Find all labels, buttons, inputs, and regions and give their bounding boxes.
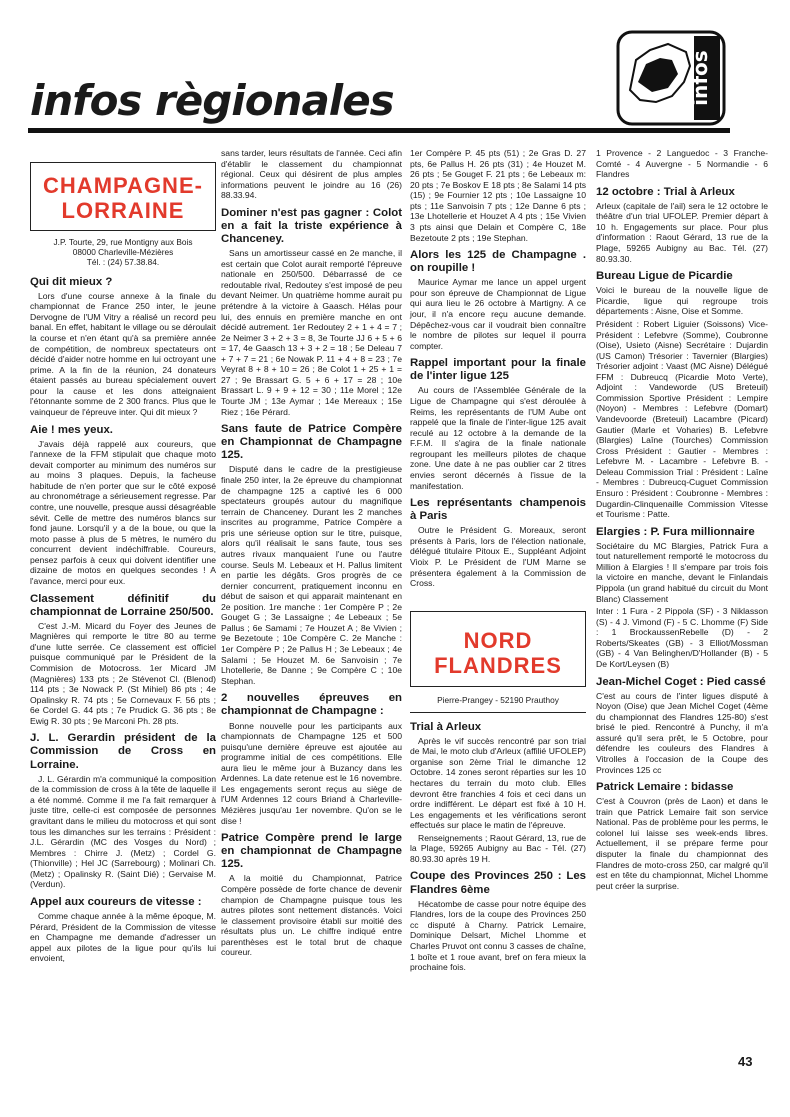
article-heading: Elargies : P. Fura millionnaire [596, 525, 755, 538]
article-paragraph: Outre le Président G. Moreaux, seront présents à Paris, lors de l'élection nationale, délégué titulaire Pitoux E., Suppléant Adjoint Vioix P. Le Président de l'UM Marne se présentera également à la Commission de Cross. [410, 525, 586, 589]
page-number: 43 [738, 1054, 753, 1069]
article-paragraph: Sans un amortisseur cassé en 2e manche, il est certain que Colot aurait remporté l'épreuve nationale en 250/500. Débarrassé de ce redoutable rival, Redoutey s'est imposé de peu devant Neimer. Un quatrième homme aurait pu prétendre à la victoire à Gaasch. Hélas pour lui, des ennuis en première manche en ont décidé autrement. 1er Redoutey 2 + 1 + 4 = 7 ; 2e Neimer 3 + 2 + 3 = 8, 3e Tourte JJ 6 + 5 + 6 = 17, 4e Gaasch 13 + 3 + 2 = 18 ; 5e Deleau 7 + 7 + 7 = 21 ; 6e Nowak P. 11 + 4 + 8 = 23 ; 7e Veyrat 8 + 8 + 10 = 26 ; 8e Colot 1 + 25 + 1 = 27 ; 9e Brassart G. 5 + 6 + 17 = 28 ; 10e Brassart L. 9 + 9 + 12 = 30 ; 11e Morel ; 12e Tourte JM ; 13e Aymar ; 14e Mereaux ; 15e Riez ; 16e Pérard. [221, 248, 402, 417]
region-box-champagne [30, 162, 216, 231]
article-paragraph: C'est au cours de l'inter ligues disputé à Noyon (Oise) que Jean Michel Coget (4ème du championnat des Flandres 125-80) s'est brisé le pied. Rencontré à Punchy, il m'a assuré qu'il sera prêt, le 5 Octobre, pour défendre les couleurs des Flandres à Vitrolles à l'occasion de la Coupe des Provinces 125 cc [596, 690, 768, 775]
article-paragraph: Au cours de l'Assemblée Générale de la Ligue de Champagne qui s'est déroulée à Reims, les représentants de l'UM Aube ont rappelé que la finale de l'inter-ligue 125 avait reculé au 12 octobre à la demande de la F.F.M. Il s'agira de la finale nationale regroupant les meilleurs pilotes de chaque zone. Une date à ne pas oublier car 2 titres envies seront décernés à l'issue de la manifestation. [410, 385, 586, 491]
article-heading: Coupe des Provinces 250 : Les Flandres 6ème [410, 870, 586, 896]
article-paragraph: 1er Compère P. 45 pts (51) ; 2e Gras D. 27 pts, 6e Pallus H. 26 pts (31) ; 4e Houzet M. 26 pts ; 5e Gouget F. 21 pts ; 6e Lebeaux m: 20 pts ; 7e Boskov E 18 pts ; 8e Salami 14 pts (15) ; 9e Fournier 12 pts ; 10e Lassaigne 10 pts ; 11e Sanvoisin 7 pts ; 12e Danne 6 pts ; 13e Lhotellerie et Houzet A 4 pts ; 15e Vivien 3 pts ainsi que Delain et Compère C, 18e Bezetoute 2 pts ; 19e Stephan. [410, 148, 586, 243]
page-title: infos règionales [30, 76, 394, 125]
column-1 [30, 148, 216, 966]
region-name-line1: NORD [463, 627, 533, 653]
article-heading: Alors les 125 de Champagne . on roupille ! [410, 249, 586, 275]
article-heading: Rappel important pour la finale de l'inter ligue 125 [410, 357, 586, 383]
article-heading: Classement définitif du championnat de Lorraine 250/500. [30, 592, 216, 618]
article-heading: Les représentants champenois à Paris [410, 497, 586, 523]
article-paragraph: Renseignements ; Raout Gérard, 13, rue de la Plage, 59265 Aubigny au Bac - Tél. (27) 80.93.30 après 19 H. [410, 832, 586, 864]
article-heading: 2 nouvelles épreuves en championnat de Champagne : [221, 692, 402, 718]
article-paragraph: J. L. Gérardin m'a communiqué la composition de la commission de cross à la tête de laquelle il a été nommé. Comme il me l'a fait remarquer à juste titre, celle-ci est composée de personnes gravitant dans le milieu du motocross et qui sont tous les dimanches sur les terrains : Président : J.L. Gérardin (MC des Vosges du Nord) ; Membres : Chirre J. (Metz) ; Cordel G. (Thionville) ; Hel JC (Sarrebourg) ; Molinari Ch. (Metz) ; Opalinsky R. (Saint Dié) ; Gervaise M. (Verdun). [30, 773, 216, 890]
article-heading: Dominer n'est pas gagner : Colot en a fait la triste expérience à Chanceney. [221, 206, 402, 246]
column-1-articles [30, 276, 216, 964]
article-paragraph: Président : Robert Liguier (Soissons) Vice-Président : Lefebvre (Somme), Coubronne (Oise), Usieto (Aisne) Secrétaire : Dujardin (US Camon) Trésorier : Tavernier (Blargies) Trésorier adjoint : Vaast (MC Aisne) Délégué FFM : Dubreucq (Picardie Moto Verte), Adjoint : Vandeworde (US Breteuil) Commission Sportive Président : Lempire (Noyon) - Membres : Lefebvre (Domart) Vandevoorde (Breteuil) Lacambre (Picard) Gautier (Marle et Voharies) B. Lefebvre (Blargies) Laîne (Tourches) Commission Cross Président : Gautier - Membres : Lefebvre M. - Lacambre - Lefebvre B. - Deleau Commission Trial : Président : Laîne - Membres : Dubreucq-Cuguet Commission Ensuro : Président : Coubronne - Membres : Dugardin-Clinquenaille Commission Vitesse et Tourisme : Patte. [596, 318, 768, 520]
article-heading: Jean-Michel Coget : Pied cassé [596, 675, 766, 688]
article-heading: Patrice Compère prend le large en championnat de Champagne 125. [221, 832, 402, 871]
article-heading: Sans faute de Patrice Compère en Championnat de Champagne 125. [221, 423, 402, 462]
article-paragraph: sans tarder, leurs résultats de l'année. Ceci afin d'établir le classement du championnat régional. Ceux qui désirent de plus amples informations peuvent le joindre au 16 (26) 88.33.94. [221, 148, 402, 201]
infos-logo-icon [616, 30, 726, 126]
article-heading: 12 octobre : Trial à Arleux [596, 185, 735, 198]
article-paragraph: Lors d'une course annexe à la finale du championnat de France 250 inter, le jeune Dervogne de l'UM Vitry a réalisé un record peu banal. En effet, habitant le village ou se déroulait la course et n'en étant qu'à sa première année de compétition, de nombreux spectateurs ont décidé d'aider notre homme en lui octroyant une prime. A la fin de la réunion, 24 donateurs étaient passés au bureau spécialement ouvert pour la cause et les dons atteignaient l'étonnante somme de 2 300 francs. Plus que le vainqueur de l'épreuve inter. Qui dit mieux ? [30, 290, 216, 417]
article-heading: Qui dit mieux ? [30, 275, 113, 288]
article-paragraph: Maurice Aymar me lance un appel urgent pour son épreuve de Championnat de Ligue qui aura lieu le 26 octobre à Martigny. A ce jour, il n'a encore reçu aucune demande. Dépêchez-vous car il voudrait bien connaître le nombre de pilotes sur lequel il pourra compter. [410, 277, 586, 351]
article-paragraph: J'avais déjà rappelé aux coureurs, que l'annexe de la FFM stipulait que chaque moto devait comporter au minimum des numéros sur au moins 3 plaques. Depuis, la facheuse habitude de n'en porter que sur le côté exposé au chronométrage a sérieusement regresse. Par contre, une nouvelle, presque aussi désagréable sévit. Celle de mettre des numéros blancs sur fond jaune. Lorsqu'il y a de la boue, ou que la moto passe à plus de 5 mètres, le numéro du concurrent devient indéchiffrable. Coureurs, pensez parfois à ceux qui doivent identifier une dizaine de motos en quelques secondes ! A l'avance, merci pour eux. [30, 438, 216, 586]
column-2 [221, 148, 402, 960]
article-paragraph: Disputé dans le cadre de la prestigieuse finale 250 inter, la 2e épreuve du championnat de champagne 125 a captivé les 6 000 spectateurs groupés autour du magnifique terrain de Chanceney. Durant les 2 manches inscrites au programme, Patrice Compère a pris une sérieuse option sur le titre, puisque, alors qu'il réalisait le sans faute, tous ses autres rivaux manquaient l'une ou l'autre course. Seuls M. Lebeaux et H. Pallus limitent en partie les dégâts. Gros progrès de ce dernier concurrent, pratiquement inconnu en début de saison et qui apparait maintenant en 2e position. 1re manche : 1er Compère P ; 2e Gouget G ; 3e Lassaigne ; 4e Lebeaux ; 5e Pallus ; 6e Samami ; 7e Houzet A ; 8e Vivien ; 9e Bezetoute ; 10e Compère C. 2e Manche : 1er Compère P ; 2e Pallus H ; 3e Lebeaux ; 4e Salami ; 5e Houzet M. 6e Sanvoisin ; 7e Lhotellerie, 8e Danne ; 9e Compère C ; 10e Stephan. [221, 464, 402, 686]
article-paragraph: Hécatombe de casse pour notre équipe des Flandres, lors de la coupe des Provinces 250 cc disputé à Charny. Patrick Lemaire, Dominique Delsart, Michel Lhomme et Charles Pruvot ont connu 3 casses de chaîne, 1 boîte et 1 roue avant, bref on fera mieux la prochaine fois. [410, 898, 586, 973]
article-heading: J. L. Gerardin président de la Commission de Cross en Lorraine. [30, 732, 216, 771]
column-3 [410, 148, 586, 975]
region-name-line2: LORRAINE [61, 198, 185, 224]
article-heading: Patrick Lemaire : bidasse [596, 781, 734, 794]
region-address: J.P. Tourte, 29, rue Montigny aux Bois 08000 Charleville-Mézières Tél. : (24) 57.38.84. [53, 236, 193, 268]
region-name-line2: FLANDRES [434, 652, 562, 678]
article-paragraph: 1 Provence - 2 Languedoc - 3 Franche-Comté - 4 Auvergne - 5 Normandie - 6 Flandres [596, 148, 768, 180]
article-paragraph: Inter : 1 Fura - 2 Pippola (SF) - 3 Niklasson (S) - 4 J. Vimond (F) - 5 C. Lhomme (F) Side : 1 BrockaussenRebelle (D) - 2 Roberts/Skeates (GB) - 3 Elliot/Mossman (GB) - 4 Van Belinghen/D'Hollander (B) - 5 De Kort/Leysen (B) [596, 606, 768, 669]
region-address: Pierre-Prangey - 52190 Prauthoy [410, 695, 586, 712]
article-paragraph: C'est à Couvron (près de Laon) et dans le train que Patrick Lemaire fait son service National. Pas de problème pour les perms, le colonel lui laisse ses week-ends libres. Actuellement, il se prépare ferme pour disputer la finale du championnat des Flandres de moto-cross 250, car malgré qu'il est en tête du championnat, Michel Lhomme peut créer la surprise. [596, 796, 768, 891]
article-paragraph: Arleux (capitale de l'ail) sera le 12 octobre le théâtre d'un trial UFOLEP. Premier départ à 10 h. Engagements sur place. Pour plus d'information : Raout Gérard, 13 rue de la Plage, 59265 Aubigny au Bac. Tél. (27) 80.93.30. [596, 200, 768, 264]
article-paragraph: Sociétaire du MC Blargies, Patrick Fura a tout naturellement remporté le motocross du Million à Elargies ! Il s'empare par trois fois la victoire en manche, devant le Finlandais Pippola (un grand habitué du circuit du Mont Blanc) Classement [596, 540, 768, 604]
article-heading: Appel aux coureurs de vitesse : [30, 895, 202, 908]
article-paragraph: Comme chaque année à la même époque, M. Pérard, Président de la Commission de vitesse en Champagne me demande d'adresser un appel aux pilotes de la ligue pour qu'ils lui envoient, [30, 910, 216, 964]
region-name-line1: CHAMPAGNE- [43, 173, 203, 198]
title-underline [28, 128, 730, 133]
article-heading: Bureau Ligue de Picardie [596, 270, 733, 283]
article-heading: Trial à Arleux [410, 720, 482, 733]
article-paragraph: Bonne nouvelle pour les participants aux championnats de Champagne 125 et 500 puisqu'une dernière épreuve est ajoutée au programme initial de ces compétitions. Elle aura lieu le même jour à Buzancy dans les Ardennes. La date retenue est le 16 novembre. Les engagements seront reçus au siège de l'UM Ardennes 12 cours Briand à Charleville-Mézières jusqu'au 1er novembre. Qu'on se le dise ! [221, 720, 402, 826]
column-4 [596, 148, 768, 893]
article-paragraph: C'est J.-M. Micard du Foyer des Jeunes de Magnières qui remporte le titre 80 au terme d'une lutte serrée. Ce classement est officiel puisque communiqué par le Président de la Commision de Motocross. 1er Micard JM (Magnières) 133 pts ; 2e Stévenot Cl. (Blenod) 114 pts ; 3e Nowack P. (St Mihiel) 86 pts ; 4e Opalinsky R. 74 pts ; 5e Cornevaux F. 56 pts ; 6e Cordel G. 44 pts ; 7e Prudick G. 36 pts ; 8e Ewig R. 30 pts ; 9e Marconi Ph. 28 pts. [30, 620, 216, 726]
region-box-nord [410, 611, 586, 688]
svg-text:infos: infos [688, 50, 712, 106]
article-heading: Aie ! mes yeux. [30, 423, 113, 436]
article-paragraph: Voici le bureau de la nouvelle ligue de Picardie, ligue qui regroupe trois départements : Aisne, Oise et Somme. [596, 285, 768, 317]
article-paragraph: Après le vif succès rencontré par son trial de Mai, le moto club d'Arleux (affilié UFOLEP) organise son 2ème Trial le dimanche 12 Octobre. 14 zones seront réparties sur les 10 hectares du terrain du moto club. Elles devront être franchies 4 fois et ceci dans un ordre indifférent. Le départ est fixé à 10 H. Les engagements et les vérifications seront effectués sur place le matin de l'épreuve. [410, 735, 586, 831]
article-paragraph: A la moitié du Championnat, Patrice Compère possède de forte chance de devenir champion de Champagne puisque tous les autres pilotes sont nettement distancés. Voici le classement provisoire établi sur moitié des résultats plus un. Le chiffre indiqué entre parenthèses est le total brut de chaque coureur. [221, 873, 402, 958]
